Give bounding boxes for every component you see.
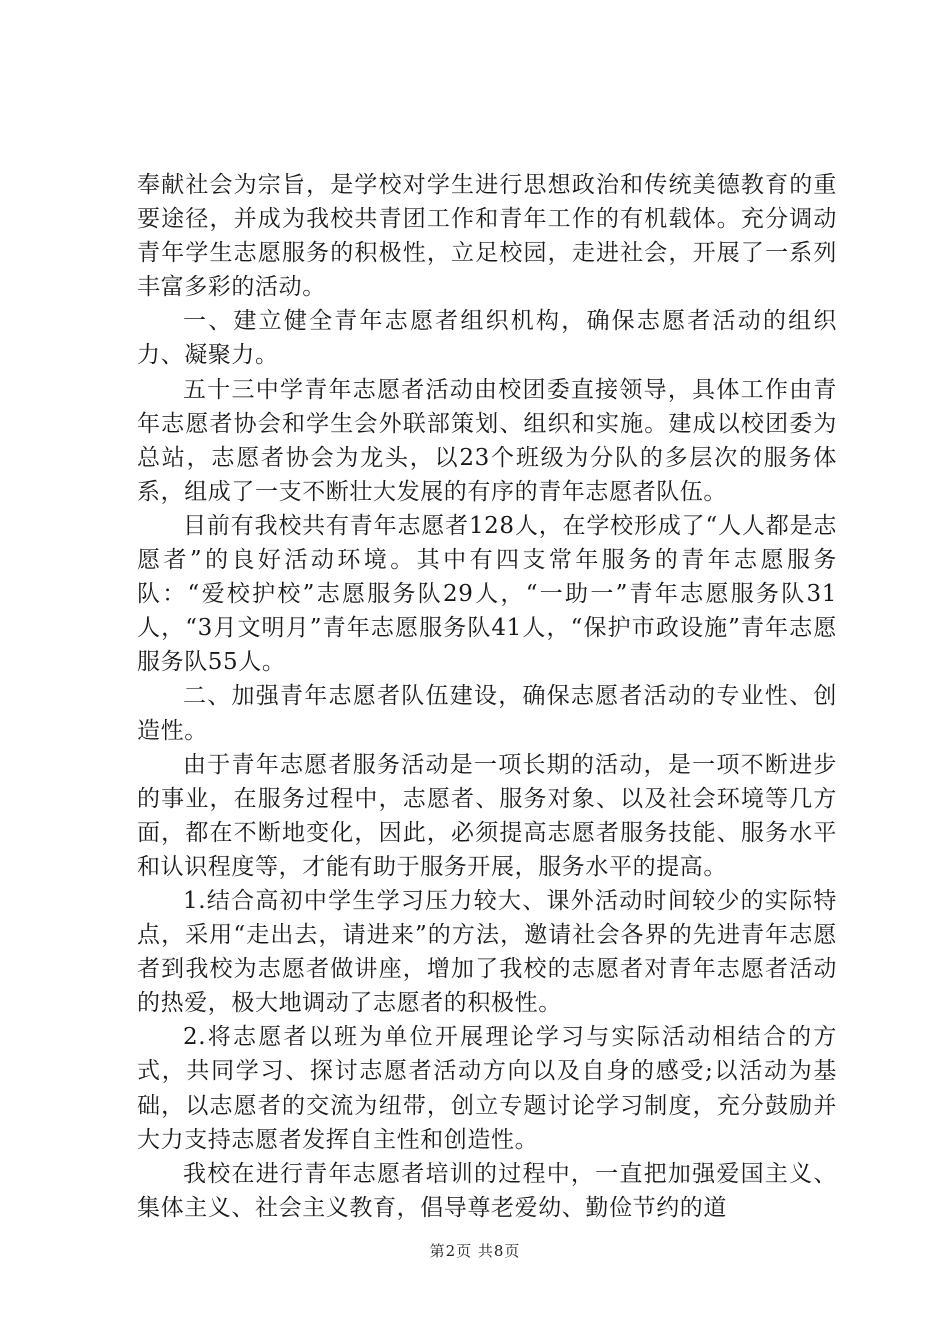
paragraph-intro-continued: 奉献社会为宗旨，是学校对学生进行思想政治和传统美德教育的重要途径，并成为我校共青团工作和青年工作的有机载体。充分调动青年学生志愿服务的积极性，立足校园，走进社会，开展了一系列丰富多彩的活动。: [137, 172, 837, 301]
document-body: [137, 168, 837, 1225]
page-number-footer: 第2页 共8页: [429, 1242, 521, 1260]
paragraph-training: 我校在进行青年志愿者培训的过程中，一直把加强爱国主义、集体主义、社会主义教育，倡导尊老爱幼、勤俭节约的道: [137, 1160, 837, 1221]
paragraph-service-skills: 由于青年志愿者服务活动是一项长期的活动，是一项不断进步的事业，在服务过程中，志愿者、服务对象、以及社会环境等几方面，都在不断地变化，因此，必须提高志愿者服务技能、服务水平和认识程度等，才能有助于服务开展，服务水平的提高。: [137, 751, 837, 880]
list-item-2: 2.将志愿者以班为单位开展理论学习与实际活动相结合的方式，共同学习、探讨志愿者活动方向以及自身的感受;以活动为基础，以志愿者的交流为纽带，创立专题讨论学习制度，充分鼓励并大力支持志愿者发挥自主性和创造性。: [137, 1024, 837, 1153]
section-heading-1: 一、建立健全青年志愿者组织机构，确保志愿者活动的组织力、凝聚力。: [137, 308, 837, 369]
paragraph-volunteer-count: 目前有我校共有青年志愿者128人，在学校形成了“人人都是志愿者”的良好活动环境。其中有四支常年服务的青年志愿服务队：“爱校护校”志愿服务队29人，“一助一”青年志愿服务队31人，“3月文明月”青年志愿服务队41人，“保护市政设施”青年志愿服务队55人。: [137, 512, 837, 676]
list-item-1: 1.结合高初中学生学习压力较大、课外活动时间较少的实际特点，采用“走出去，请进来”的方法，邀请社会各界的先进青年志愿者到我校为志愿者做讲座，增加了我校的志愿者对青年志愿者活动的热爱，极大地调动了志愿者的积极性。: [137, 887, 837, 1017]
paragraph-organization: 五十三中学青年志愿者活动由校团委直接领导，具体工作由青年志愿者协会和学生会外联部策划、组织和实施。建成以校团委为总站，志愿者协会为龙头，以23个班级为分队的多层次的服务体系，组成了一支不断壮大发展的有序的青年志愿者队伍。: [137, 376, 837, 505]
section-heading-2: 二、加强青年志愿者队伍建设，确保志愿者活动的专业性、创造性。: [137, 683, 837, 744]
